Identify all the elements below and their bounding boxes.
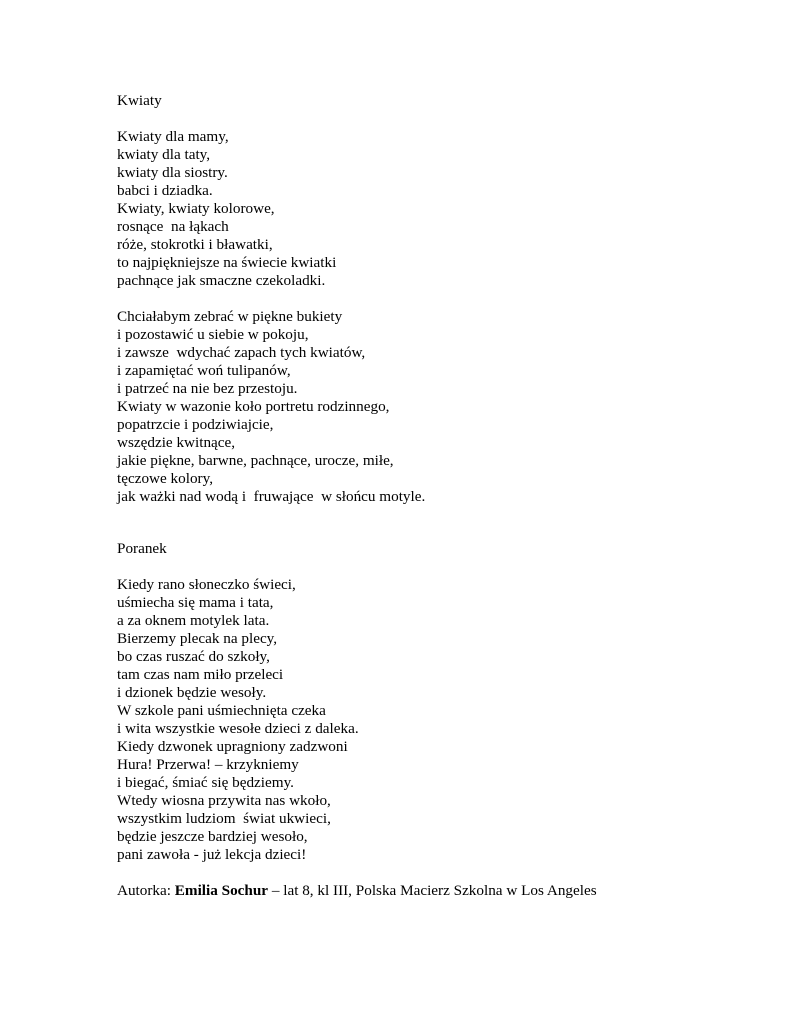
poem-line: kwiaty dla taty, <box>117 146 211 163</box>
poem-line: i dzionek będzie wesoły. <box>117 684 267 701</box>
spacer <box>117 558 757 576</box>
poem-title-kwiaty: Kwiaty <box>117 92 162 109</box>
poem-line: babci i dziadka. <box>117 182 213 199</box>
poem-line: Kiedy dzwonek upragniony zadzwoni <box>117 738 348 755</box>
poem-line: i zapamiętać woń tulipanów, <box>117 362 291 379</box>
document-page <box>117 92 757 900</box>
poem-line: W szkole pani uśmiechnięta czeka <box>117 702 326 719</box>
poem-line: Hura! Przerwa! – krzykniemy <box>117 756 299 773</box>
poem-line: tęczowe kolory, <box>117 470 214 487</box>
spacer <box>117 290 757 308</box>
poem-line: rosnące na łąkach <box>117 218 229 235</box>
poem-line: i pozostawić u siebie w pokoju, <box>117 326 309 343</box>
spacer <box>117 864 757 882</box>
poem-line: wszystkim ludziom świat ukwieci, <box>117 810 331 827</box>
poem-line: kwiaty dla siostry. <box>117 164 228 181</box>
poem-line: to najpiękniejsze na świecie kwiatki <box>117 254 337 271</box>
poem-line: i wita wszystkie wesołe dzieci z daleka. <box>117 720 359 737</box>
poem-line: i patrzeć na nie bez przestoju. <box>117 380 298 397</box>
poem-line: Bierzemy plecak na plecy, <box>117 630 278 647</box>
spacer <box>117 506 757 540</box>
poem-line: popatrzcie i podziwiajcie, <box>117 416 274 433</box>
poem-line: a za oknem motylek lata. <box>117 612 270 629</box>
author-name: Emilia Sochur <box>174 882 269 899</box>
poem-kwiaty-stanza-2 <box>117 308 757 506</box>
poem-line: Wtedy wiosna przywita nas wkoło, <box>117 792 331 809</box>
poem-poranek-body <box>117 576 757 864</box>
poem-line: uśmiecha się mama i tata, <box>117 594 274 611</box>
poem-line: będzie jeszcze bardziej wesoło, <box>117 828 308 845</box>
poem-line: i biegać, śmiać się będziemy. <box>117 774 294 791</box>
poem-line: i zawsze wdychać zapach tych kwiatów, <box>117 344 366 361</box>
author-label: Autorka: <box>117 882 175 899</box>
poem-line: pani zawoła - już lekcja dzieci! <box>117 846 307 863</box>
poem-line: Kwiaty dla mamy, <box>117 128 229 145</box>
poem-line: Kwiaty, kwiaty kolorowe, <box>117 200 275 217</box>
spacer <box>117 110 757 128</box>
poem-line: Chciałabym zebrać w piękne bukiety <box>117 308 343 325</box>
poem-line: tam czas nam miło przeleci <box>117 666 284 683</box>
poem-line: bo czas ruszać do szkoły, <box>117 648 270 665</box>
poem-kwiaty-stanza-1 <box>117 128 757 290</box>
poem-line: wszędzie kwitnące, <box>117 434 236 451</box>
poem-line: jak ważki nad wodą i fruwające w słońcu motyle. <box>117 488 426 505</box>
poem-line: róże, stokrotki i bławatki, <box>117 236 273 253</box>
poem-line: jakie piękne, barwne, pachnące, urocze, miłe, <box>117 452 394 469</box>
poem-title-poranek: Poranek <box>117 540 167 557</box>
poem-line: Kwiaty w wazonie koło portretu rodzinnego, <box>117 398 390 415</box>
author-credit <box>117 882 757 900</box>
poem-line: pachnące jak smaczne czekoladki. <box>117 272 326 289</box>
poem-line: Kiedy rano słoneczko świeci, <box>117 576 296 593</box>
author-details: – lat 8, kl III, Polska Macierz Szkolna w Los Angeles <box>268 882 597 899</box>
